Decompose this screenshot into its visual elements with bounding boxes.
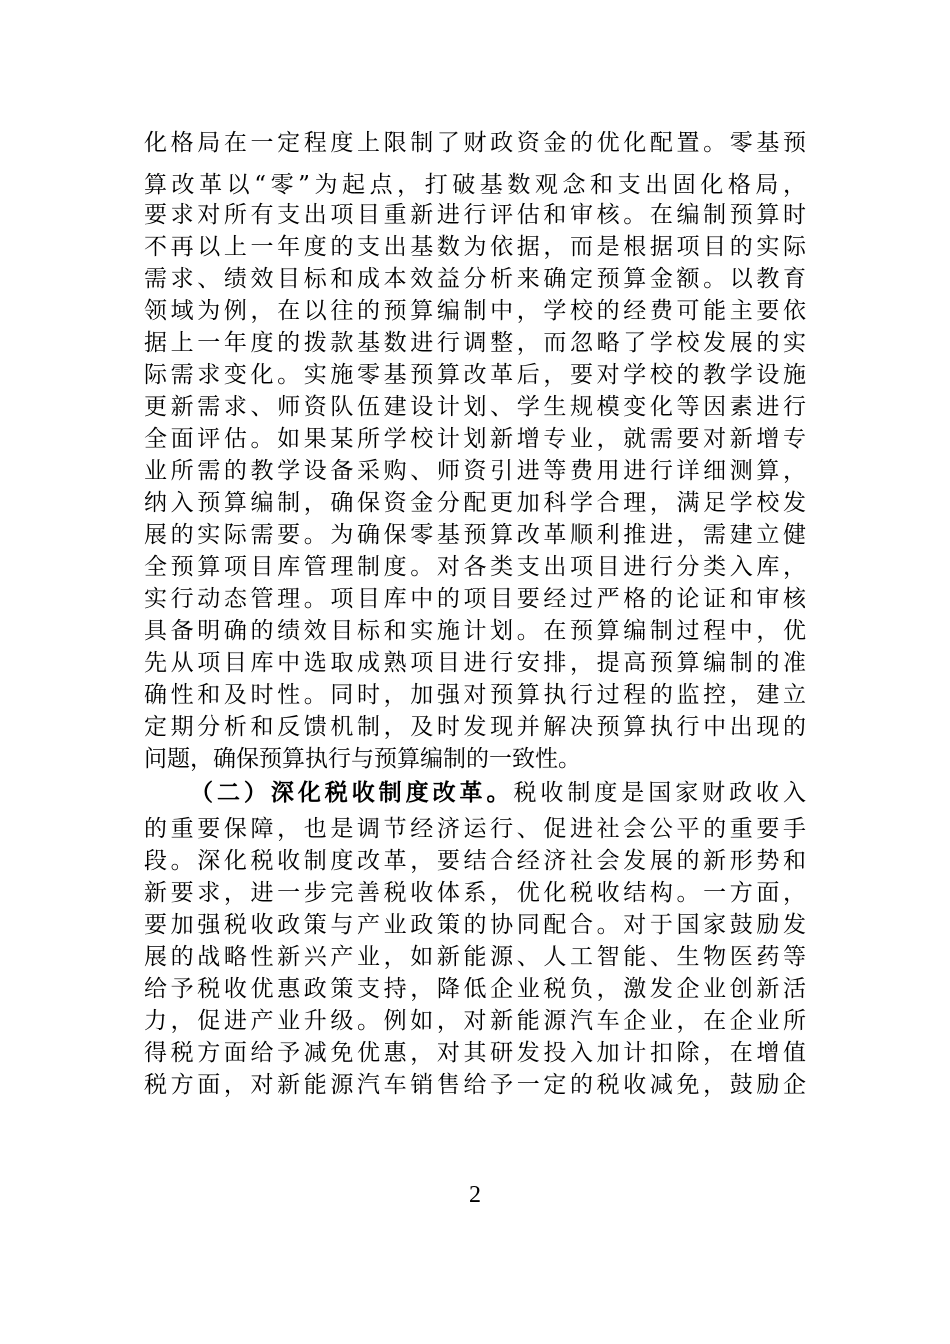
paragraph-line: 得税方面给予减免优惠，对其研发投入加计扣除，在增值: [144, 1040, 806, 1066]
paragraph-line: 新要求，进一步完善税收体系，优化税收结构。一方面，: [144, 880, 806, 906]
paragraph-line: 算改革以“零”为起点，打破基数观念和支出固化格局，: [144, 172, 806, 198]
paragraph-line: 展的实际需要。为确保零基预算改革顺利推进，需建立健: [144, 522, 806, 548]
paragraph-line: 要加强税收政策与产业政策的协同配合。对于国家鼓励发: [144, 912, 806, 938]
paragraph-line: 力，促进产业升级。例如，对新能源汽车企业，在企业所: [144, 1008, 806, 1034]
paragraph-line: 的重要保障，也是调节经济运行、促进社会公平的重要手: [144, 816, 806, 842]
paragraph-line: 据上一年度的拨款基数进行调整，而忽略了学校发展的实: [144, 330, 806, 356]
paragraph-line: 全面评估。如果某所学校计划新增专业，就需要对新增专: [144, 426, 806, 452]
paragraph-line: 定期分析和反馈机制，及时发现并解决预算执行中出现的: [144, 714, 806, 740]
paragraph-line: 更新需求、师资队伍建设计划、学生规模变化等因素进行: [144, 394, 806, 420]
paragraph-line: 实行动态管理。项目库中的项目要经过严格的论证和审核: [144, 586, 806, 612]
paragraph-line: 际需求变化。实施零基预算改革后，要对学校的教学设施: [144, 362, 806, 388]
paragraph-line: 先从项目库中选取成熟项目进行安排，提高预算编制的准: [144, 650, 806, 676]
page-number: 2: [469, 1182, 481, 1208]
paragraph-line: 需求、绩效目标和成本效益分析来确定预算金额。以教育: [144, 266, 806, 292]
paragraph-line: 具备明确的绩效目标和实施计划。在预算编制过程中，优: [144, 618, 806, 644]
paragraph-line: 问题，确保预算执行与预算编制的一致性。: [144, 746, 581, 772]
paragraph-line: 要求对所有支出项目重新进行评估和审核。在编制预算时: [144, 202, 806, 228]
paragraph-line: 段。深化税收制度改革，要结合经济社会发展的新形势和: [144, 848, 806, 874]
paragraph-line: 给予税收优惠政策支持，降低企业税负，激发企业创新活: [144, 976, 806, 1002]
section-heading-line: [190, 776, 806, 810]
paragraph-line: 税方面，对新能源汽车销售给予一定的税收减免，鼓励企: [144, 1072, 806, 1098]
section-heading: （二）深化税收制度改革。: [190, 779, 514, 806]
paragraph-line-rest: 税收制度是国家财政收入: [513, 780, 806, 806]
paragraph-line: 业所需的教学设备采购、师资引进等费用进行详细测算，: [144, 458, 806, 484]
paragraph-line: 展的战略性新兴产业，如新能源、人工智能、生物医药等: [144, 944, 806, 970]
paragraph-line: 领域为例，在以往的预算编制中，学校的经费可能主要依: [144, 298, 806, 324]
paragraph-line: 全预算项目库管理制度。对各类支出项目进行分类入库，: [144, 554, 806, 580]
paragraph-line: 确性和及时性。同时，加强对预算执行过程的监控，建立: [144, 682, 806, 708]
paragraph-line: 纳入预算编制，确保资金分配更加科学合理，满足学校发: [144, 490, 806, 516]
paragraph-line: 不再以上一年度的支出基数为依据，而是根据项目的实际: [144, 234, 806, 260]
paragraph-line: 化格局在一定程度上限制了财政资金的优化配置。零基预: [144, 130, 806, 156]
